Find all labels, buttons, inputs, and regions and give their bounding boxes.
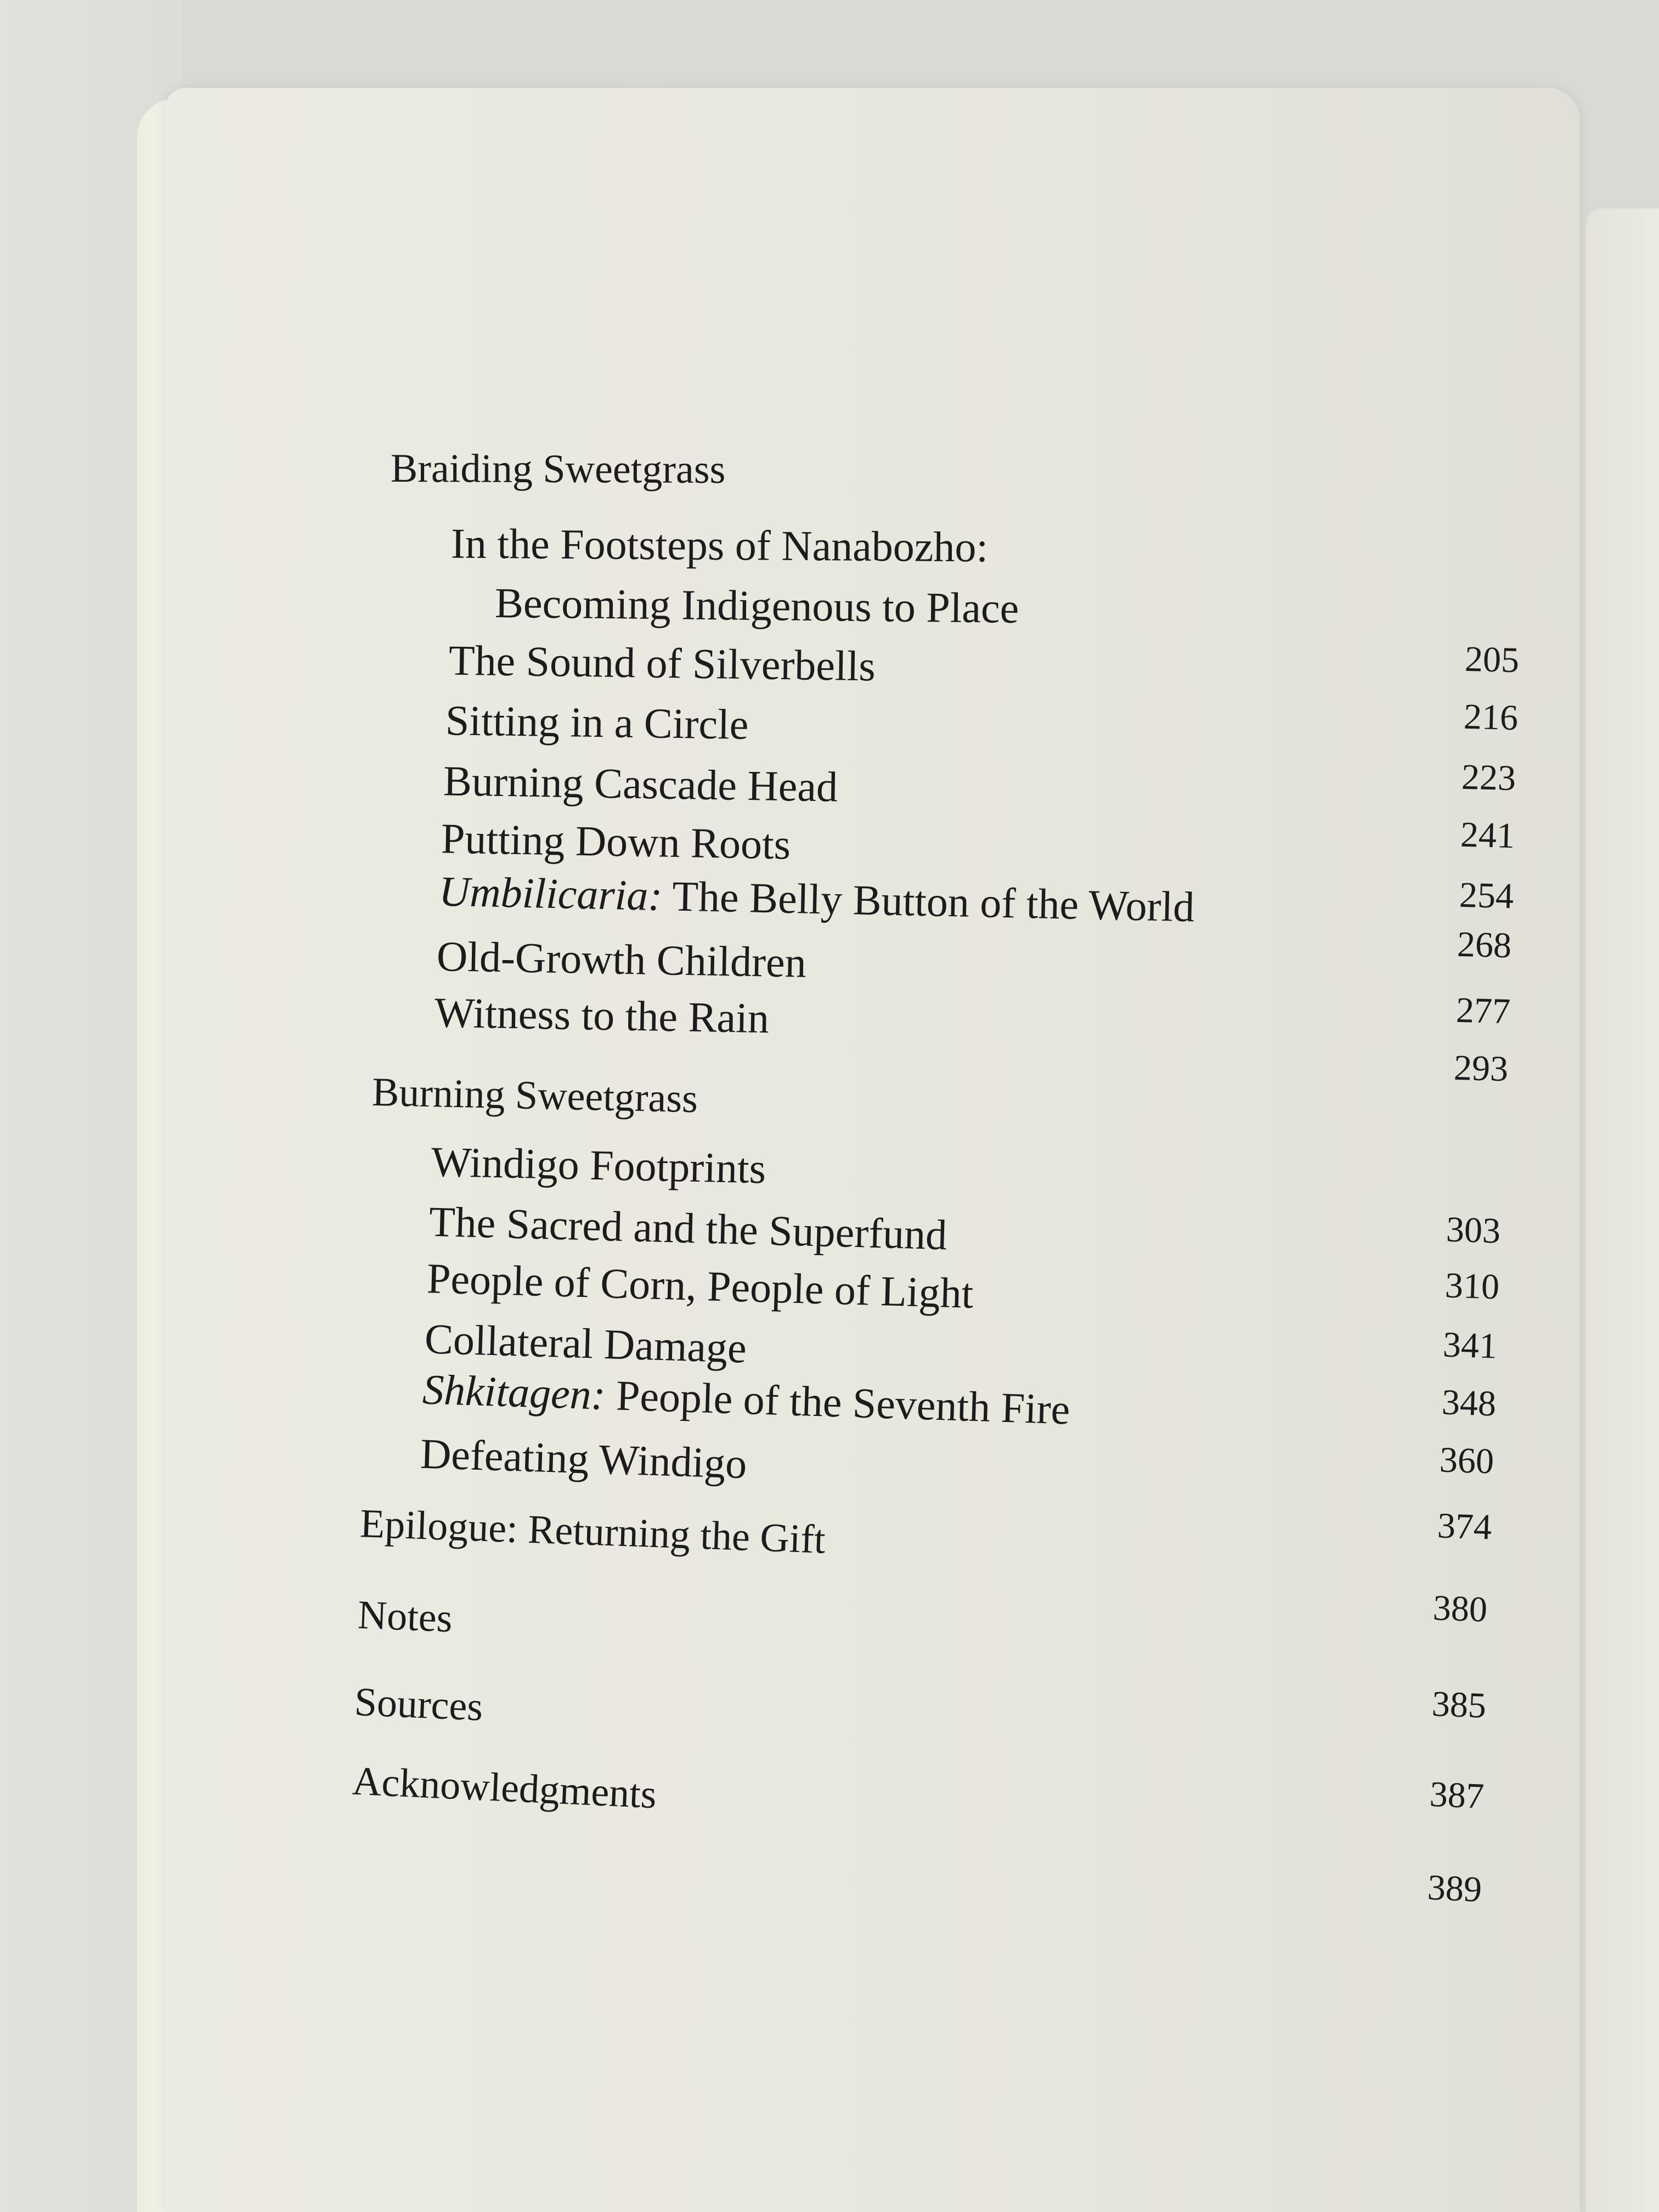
toc-entry-old-growth: Old-Growth Children	[436, 932, 807, 986]
toc-entry-silverbells: The Sound of Silverbells	[448, 636, 876, 690]
page-number: 303	[1445, 1209, 1502, 1251]
italic-term: Umbilicaria:	[438, 867, 663, 920]
toc-entry-sources: Sources	[353, 1679, 484, 1730]
page-number: 341	[1442, 1324, 1498, 1367]
page-number: 360	[1438, 1440, 1495, 1482]
toc-entry-windigo-footprints: Windigo Footprints	[431, 1137, 766, 1193]
page-number: 387	[1429, 1774, 1485, 1817]
toc-entry-notes: Notes	[357, 1592, 454, 1641]
toc-entry-circle: Sitting in a Circle	[445, 696, 749, 748]
toc-entry-defeating-windigo: Defeating Windigo	[419, 1429, 748, 1488]
entry-rest: People of the Seventh Fire	[605, 1370, 1071, 1434]
toc-entry-witness: Witness to the Rain	[434, 988, 770, 1042]
toc-entry-roots: Putting Down Roots	[441, 814, 791, 868]
page-number: 277	[1455, 990, 1511, 1032]
section-title-burning: Burning Sweetgrass	[371, 1069, 698, 1122]
toc-entry-acknowledgments: Acknowledgments	[351, 1758, 658, 1818]
toc-entry-superfund: The Sacred and the Superfund	[428, 1197, 948, 1259]
page-number: 310	[1444, 1265, 1500, 1307]
toc-entry-cascade: Burning Cascade Head	[443, 757, 838, 811]
page-number: 254	[1459, 874, 1514, 917]
page-number: 293	[1453, 1047, 1509, 1090]
facing-page-edge	[1585, 208, 1659, 2212]
page-number: 380	[1432, 1588, 1488, 1630]
toc-entry-nanabozho-line2: Becoming Indigenous to Place	[494, 579, 1019, 632]
page-number: 389	[1426, 1867, 1483, 1910]
toc-entry-collateral: Collateral Damage	[424, 1314, 748, 1372]
italic-term: Shkitagen:	[421, 1365, 607, 1419]
page-number: 268	[1457, 924, 1512, 966]
toc-entry-epilogue: Epilogue: Returning the Gift	[359, 1501, 826, 1562]
page-number: 348	[1441, 1382, 1497, 1424]
page-number: 216	[1463, 696, 1519, 738]
section-title-braiding: Braiding Sweetgrass	[390, 445, 726, 493]
page-number: 223	[1461, 757, 1516, 799]
entry-rest: The Belly Button of the World	[662, 872, 1195, 931]
toc-entry-corn: People of Corn, People of Light	[426, 1254, 974, 1317]
page-number: 374	[1436, 1505, 1493, 1548]
contents-page	[165, 88, 1580, 2212]
page-number: 205	[1464, 639, 1520, 681]
page-number: 241	[1460, 814, 1515, 856]
page-number: 385	[1431, 1684, 1487, 1726]
toc-entry-nanabozho-line1: In the Footsteps of Nanabozho:	[450, 519, 989, 571]
